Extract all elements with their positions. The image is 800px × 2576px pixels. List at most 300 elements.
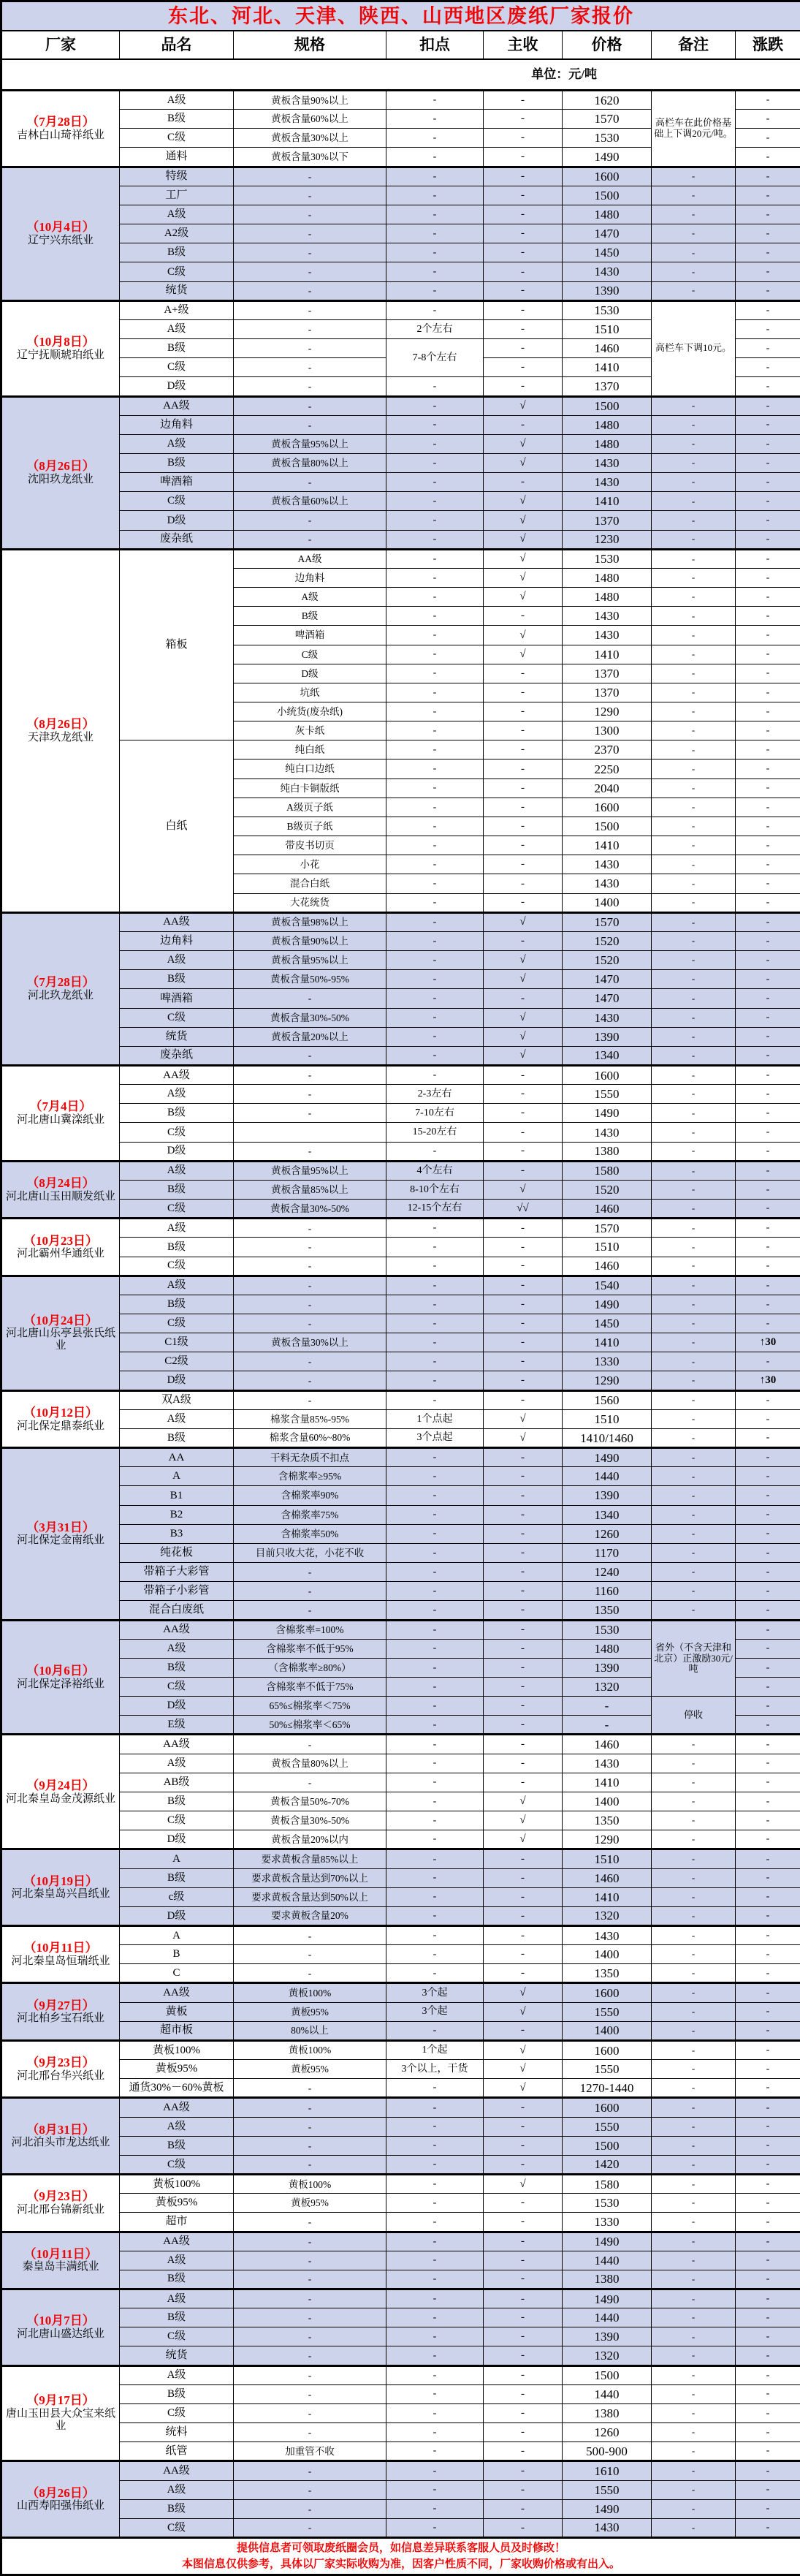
spec-cell: 黄板含量20%以上 — [234, 1027, 386, 1046]
main-cell: - — [484, 683, 563, 702]
note-cell: - — [652, 1180, 736, 1199]
price-cell: 1550 — [563, 2480, 652, 2499]
main-cell: - — [484, 2270, 563, 2289]
main-cell: - — [484, 1505, 563, 1524]
price-cell: 1430 — [563, 262, 652, 281]
factory-date: （10月24日） — [3, 1314, 118, 1328]
spec-cell: - — [234, 2232, 386, 2251]
main-cell: - — [484, 1314, 563, 1333]
spec-cell: - — [234, 2346, 386, 2365]
unit-note: 单位：元/吨 — [1, 59, 800, 91]
price-cell: 1370 — [563, 511, 652, 530]
price-cell: 1170 — [563, 1543, 652, 1562]
main-cell: √√ — [484, 1200, 563, 1219]
price-cell: 1290 — [563, 1830, 652, 1849]
deduct-cell: - — [386, 549, 484, 568]
deduct-cell: - — [386, 1735, 484, 1754]
spec-cell: - — [234, 2518, 386, 2537]
spec-cell: - — [234, 511, 386, 530]
main-cell: - — [484, 1926, 563, 1945]
deduct-cell: - — [386, 2194, 484, 2213]
change-cell: - — [736, 1161, 800, 1180]
factory-cell — [1, 2175, 120, 2232]
data-row — [1, 2098, 800, 2117]
spec-cell: - — [234, 339, 386, 358]
main-cell: - — [484, 473, 563, 492]
note-cell: - — [652, 2480, 736, 2499]
data-row — [1, 224, 800, 243]
note-cell: - — [652, 473, 736, 492]
change-cell: - — [736, 893, 800, 912]
price-cell: 1460 — [563, 339, 652, 358]
main-cell: √ — [484, 588, 563, 607]
factory-name: 辽宁抚顺琥珀纸业 — [3, 349, 118, 362]
deduct-cell: - — [386, 645, 484, 664]
main-cell: √ — [484, 970, 563, 989]
price-cell: 1400 — [563, 1792, 652, 1811]
spec-cell: - — [234, 300, 386, 319]
deduct-cell: - — [386, 912, 484, 931]
grade-cell: B级 — [120, 2499, 234, 2518]
change-cell: - — [736, 167, 800, 186]
data-row — [1, 989, 800, 1008]
deduct-cell: - — [386, 1849, 484, 1868]
data-row — [1, 1085, 800, 1104]
deduct-cell: - — [386, 855, 484, 874]
spec-cell: - — [234, 2155, 386, 2174]
deduct-cell: - — [386, 1486, 484, 1505]
deduct-cell: - — [386, 2117, 484, 2136]
main-cell: - — [484, 2499, 563, 2518]
grade-cell: D级 — [120, 1142, 234, 1161]
factory-name: 河北唐山冀滦纸业 — [3, 1114, 118, 1126]
data-row — [1, 281, 800, 300]
deduct-cell: - — [386, 1219, 484, 1238]
note-cell: - — [652, 1371, 736, 1390]
note-cell: - — [652, 607, 736, 626]
deduct-cell: 3个起 — [386, 2002, 484, 2021]
note-cell: - — [652, 1008, 736, 1027]
main-cell: - — [484, 1773, 563, 1792]
deduct-cell: - — [386, 2403, 484, 2422]
spec-cell: - — [234, 1276, 386, 1295]
main-cell: √ — [484, 2040, 563, 2059]
note-cell: - — [652, 836, 736, 855]
price-cell: 1600 — [563, 1065, 652, 1084]
data-row — [1, 1926, 800, 1945]
data-row — [1, 1008, 800, 1027]
grade-cell: A级 — [120, 205, 234, 224]
change-cell: - — [736, 1219, 800, 1238]
change-cell: - — [736, 339, 800, 358]
main-cell: - — [484, 874, 563, 893]
deduct-cell: 3个起 — [386, 1983, 484, 2002]
price-cell: 1480 — [563, 415, 652, 434]
grade-cell: B级 — [120, 1295, 234, 1314]
factory-date: （10月6日） — [3, 1664, 118, 1678]
unit-row — [1, 59, 800, 91]
grade-cell: 通料 — [120, 148, 234, 167]
price-cell: 1570 — [563, 912, 652, 931]
grade-cell: 纸管 — [120, 2442, 234, 2461]
change-cell: - — [736, 1238, 800, 1257]
factory-cell — [1, 2040, 120, 2097]
spec-cell: 小花 — [234, 855, 386, 874]
price-cell: 1530 — [563, 300, 652, 319]
grade-cell: B级 — [120, 2270, 234, 2289]
note-cell: - — [652, 1409, 736, 1428]
deduct-cell: - — [386, 2346, 484, 2365]
deduct-cell: - — [386, 1257, 484, 1276]
change-cell: - — [736, 1697, 800, 1716]
change-cell: - — [736, 1868, 800, 1887]
note-cell: - — [652, 912, 736, 931]
change-cell: - — [736, 2518, 800, 2537]
factory-date: （10月23日） — [3, 1234, 118, 1249]
col-header-5: 价格 — [563, 31, 652, 59]
factory-date: （9月17日） — [3, 2393, 118, 2408]
price-cell: 1410/1460 — [563, 1428, 652, 1447]
note-cell: - — [652, 1983, 736, 2002]
note-cell: 省外（不含天津和北京）正激励30元/吨 — [652, 1620, 736, 1697]
deduct-cell: - — [386, 511, 484, 530]
data-row — [1, 2021, 800, 2040]
deduct-cell: - — [386, 2251, 484, 2270]
spec-cell: 坑纸 — [234, 683, 386, 702]
main-cell: - — [484, 1735, 563, 1754]
data-row — [1, 1257, 800, 1276]
note-cell: - — [652, 951, 736, 970]
grade-cell: C级 — [120, 2327, 234, 2346]
main-cell: √ — [484, 511, 563, 530]
deduct-cell: - — [386, 1543, 484, 1562]
deduct-cell: - — [386, 262, 484, 281]
data-row — [1, 2461, 800, 2480]
change-cell: - — [736, 1409, 800, 1428]
grade-cell: B级 — [120, 339, 234, 358]
spec-cell: 棉浆含量85%-95% — [234, 1409, 386, 1428]
note-cell: - — [652, 2346, 736, 2365]
change-cell: - — [736, 798, 800, 817]
spec-cell: 黄板含量20%以内 — [234, 1830, 386, 1849]
price-cell: 1500 — [563, 2365, 652, 2384]
data-row — [1, 1333, 800, 1352]
deduct-cell: - — [386, 2384, 484, 2403]
change-cell: - — [736, 1926, 800, 1945]
grade-cell: C1级 — [120, 1333, 234, 1352]
main-cell: - — [484, 1620, 563, 1639]
change-cell: - — [736, 549, 800, 568]
grade-cell: C级 — [120, 2518, 234, 2537]
note-cell: - — [652, 1754, 736, 1773]
main-cell: - — [484, 262, 563, 281]
data-row — [1, 1792, 800, 1811]
data-row — [1, 1983, 800, 2002]
spec-cell: - — [234, 473, 386, 492]
deduct-cell: - — [386, 664, 484, 683]
main-cell: √ — [484, 2175, 563, 2194]
main-cell: - — [484, 129, 563, 148]
grade-cell: 黄板100% — [120, 2040, 234, 2059]
spec-cell: - — [234, 1601, 386, 1620]
spec-cell: - — [234, 2480, 386, 2499]
change-cell: - — [736, 1716, 800, 1735]
price-cell: 1490 — [563, 1448, 652, 1467]
factory-date: （10月11日） — [3, 1941, 118, 1955]
deduct-cell: - — [386, 779, 484, 798]
data-row — [1, 1811, 800, 1830]
factory-date: （10月4日） — [3, 220, 118, 235]
note-cell: - — [652, 2117, 736, 2136]
data-row — [1, 1906, 800, 1925]
factory-cell — [1, 1276, 120, 1390]
main-cell: - — [484, 1906, 563, 1925]
spec-cell: - — [234, 186, 386, 205]
grade-cell: A级 — [120, 1754, 234, 1773]
spec-cell: - — [234, 2384, 386, 2403]
data-row — [1, 1773, 800, 1792]
deduct-cell: - — [386, 1773, 484, 1792]
main-cell: - — [484, 2346, 563, 2365]
factory-name: 河北保定鼎泰纸业 — [3, 1420, 118, 1433]
price-cell: 1620 — [563, 91, 652, 110]
main-cell: - — [484, 300, 563, 319]
price-cell: 1550 — [563, 1085, 652, 1104]
price-cell: 1390 — [563, 1486, 652, 1505]
factory-cell — [1, 1926, 120, 1983]
grade-cell: B — [120, 1945, 234, 1964]
change-cell: - — [736, 1524, 800, 1543]
spec-cell: - — [234, 1085, 386, 1104]
table-body — [1, 91, 800, 2538]
price-cell: 1410 — [563, 1773, 652, 1792]
change-cell: - — [736, 1735, 800, 1754]
spec-cell: 黄板含量80%以上 — [234, 453, 386, 472]
price-cell: 1530 — [563, 129, 652, 148]
grade-cell: A — [120, 1849, 234, 1868]
deduct-cell: - — [386, 1754, 484, 1773]
change-cell: - — [736, 1065, 800, 1084]
price-cell: - — [563, 1716, 652, 1735]
note-cell: - — [652, 1027, 736, 1046]
footer-row — [1, 2538, 800, 2575]
note-cell: - — [652, 1792, 736, 1811]
change-cell: - — [736, 262, 800, 281]
note-cell: - — [652, 2079, 736, 2098]
spec-cell: C级 — [234, 645, 386, 664]
spec-cell: 黄板含量30%-50% — [234, 1200, 386, 1219]
note-cell: - — [652, 2327, 736, 2346]
change-cell: - — [736, 1467, 800, 1486]
grade-cell: D级 — [120, 1697, 234, 1716]
factory-name: 唐山玉田县大众宝来纸业 — [3, 2408, 118, 2433]
change-cell: - — [736, 2155, 800, 2174]
main-cell: √ — [484, 530, 563, 549]
price-cell: 1430 — [563, 2518, 652, 2537]
price-cell: 1550 — [563, 2002, 652, 2021]
spec-cell: - — [234, 377, 386, 396]
deduct-cell: - — [386, 1697, 484, 1716]
note-cell: - — [652, 434, 736, 453]
change-cell: - — [736, 2403, 800, 2422]
main-cell: - — [484, 281, 563, 300]
change-cell: - — [736, 473, 800, 492]
note-cell: - — [652, 664, 736, 683]
deduct-cell: - — [386, 415, 484, 434]
main-cell: - — [484, 779, 563, 798]
change-cell: - — [736, 1390, 800, 1409]
deduct-cell: 7-8个左右 — [386, 339, 484, 377]
change-cell: - — [736, 2175, 800, 2194]
price-cell: 2040 — [563, 779, 652, 798]
factory-name: 河北秦皇岛恒瑞纸业 — [3, 1955, 118, 1968]
change-cell: - — [736, 1945, 800, 1964]
main-cell: - — [484, 740, 563, 759]
main-cell: √ — [484, 645, 563, 664]
main-cell: - — [484, 1849, 563, 1868]
deduct-cell: - — [386, 1601, 484, 1620]
spec-cell: 黄板95% — [234, 2194, 386, 2213]
grade-cell: 边角料 — [120, 415, 234, 434]
price-cell: 1430 — [563, 1754, 652, 1773]
note-cell: - — [652, 1352, 736, 1371]
spec-cell: 啤酒箱 — [234, 626, 386, 645]
factory-cell — [1, 1219, 120, 1276]
deduct-cell: - — [386, 989, 484, 1008]
deduct-cell: - — [386, 931, 484, 950]
spec-cell: - — [234, 2423, 386, 2442]
price-cell: 1480 — [563, 434, 652, 453]
change-cell: - — [736, 1123, 800, 1142]
factory-name: 秦皇岛丰满纸业 — [3, 2261, 118, 2273]
col-header-7: 涨跌 — [736, 31, 800, 59]
main-cell: - — [484, 1219, 563, 1238]
spec-cell: 黄板含量80%以上 — [234, 1754, 386, 1773]
deduct-cell: - — [386, 2270, 484, 2289]
grade-cell: A+级 — [120, 300, 234, 319]
spec-cell: A级页子纸 — [234, 798, 386, 817]
note-cell: - — [652, 2289, 736, 2308]
main-cell: - — [484, 1601, 563, 1620]
main-cell: - — [484, 1333, 563, 1352]
deduct-cell: 3个以上，干货 — [386, 2060, 484, 2079]
grade-cell: 超市板 — [120, 2021, 234, 2040]
data-row — [1, 1697, 800, 1716]
price-cell: 1580 — [563, 2175, 652, 2194]
main-cell: - — [484, 1582, 563, 1601]
grade-cell: B2 — [120, 1505, 234, 1524]
change-cell: - — [736, 396, 800, 415]
grade-cell: 特级 — [120, 167, 234, 186]
spec-cell: 50%≤棉浆率＜65% — [234, 1716, 386, 1735]
spec-cell: - — [234, 2499, 386, 2518]
main-cell: - — [484, 1658, 563, 1677]
change-cell: - — [736, 186, 800, 205]
data-row — [1, 1200, 800, 1219]
main-cell: - — [484, 2403, 563, 2422]
factory-name: 吉林白山琦祥纸业 — [3, 129, 118, 142]
factory-date: （7月28日） — [3, 115, 118, 129]
deduct-cell: 2个左右 — [386, 319, 484, 338]
change-cell: - — [736, 1486, 800, 1505]
change-cell: - — [736, 1849, 800, 1868]
note-cell: - — [652, 817, 736, 836]
change-cell: - — [736, 205, 800, 224]
spec-cell: - — [234, 1238, 386, 1257]
grade-cell: A级 — [120, 434, 234, 453]
price-cell: 1390 — [563, 281, 652, 300]
deduct-cell: - — [386, 893, 484, 912]
factory-name: 河北邢台华兴纸业 — [3, 2070, 118, 2083]
spec-cell: 纯白卡铜版纸 — [234, 779, 386, 798]
data-row — [1, 2232, 800, 2251]
note-cell: - — [652, 2002, 736, 2021]
grade-cell: 通货30%－60%黄板 — [120, 2079, 234, 2098]
price-cell: 1470 — [563, 224, 652, 243]
note-cell: - — [652, 2403, 736, 2422]
spec-cell: 黄板含量30%以上 — [234, 129, 386, 148]
spec-cell: - — [234, 1945, 386, 1964]
change-cell: - — [736, 319, 800, 338]
price-cell: 1420 — [563, 2155, 652, 2174]
spec-cell: - — [234, 2117, 386, 2136]
data-row — [1, 167, 800, 186]
deduct-cell: - — [386, 2461, 484, 2480]
deduct-cell: - — [386, 836, 484, 855]
main-cell: - — [484, 1161, 563, 1180]
main-cell: √ — [484, 492, 563, 511]
change-cell: - — [736, 148, 800, 167]
grade-cell: C级 — [120, 1811, 234, 1830]
deduct-cell: - — [386, 1142, 484, 1161]
column-header-row — [1, 31, 800, 59]
spec-cell: - — [234, 1390, 386, 1409]
spec-cell: 要求黄板含量85%以上 — [234, 1849, 386, 1868]
grade-cell: D级 — [120, 377, 234, 396]
data-row — [1, 2213, 800, 2232]
deduct-cell: - — [386, 2175, 484, 2194]
grade-cell: AA级 — [120, 1983, 234, 2002]
price-cell: 1440 — [563, 2251, 652, 2270]
deduct-cell: - — [386, 1811, 484, 1830]
data-row — [1, 1486, 800, 1505]
deduct-cell: - — [386, 1390, 484, 1409]
price-cell: 1160 — [563, 1582, 652, 1601]
change-cell: - — [736, 2040, 800, 2059]
deduct-cell: - — [386, 1314, 484, 1333]
change-cell: - — [736, 1027, 800, 1046]
change-cell: - — [736, 912, 800, 931]
price-cell: 1430 — [563, 626, 652, 645]
spec-cell: 大花统货 — [234, 893, 386, 912]
spec-cell: 黄板100% — [234, 2175, 386, 2194]
note-cell: - — [652, 1887, 736, 1906]
price-cell: 1410 — [563, 492, 652, 511]
grade-cell: 黄板100% — [120, 2175, 234, 2194]
data-row — [1, 300, 800, 319]
deduct-cell: - — [386, 2365, 484, 2384]
note-cell: - — [652, 1467, 736, 1486]
change-cell: - — [736, 2002, 800, 2021]
price-cell: 1430 — [563, 1008, 652, 1027]
data-row — [1, 1887, 800, 1906]
spec-cell: 黄板含量30%以上 — [234, 1333, 386, 1352]
col-header-4: 主收 — [484, 31, 563, 59]
grade-cell: A级 — [120, 2117, 234, 2136]
main-cell: - — [484, 1257, 563, 1276]
factory-cell — [1, 2232, 120, 2289]
note-cell: - — [652, 2423, 736, 2442]
